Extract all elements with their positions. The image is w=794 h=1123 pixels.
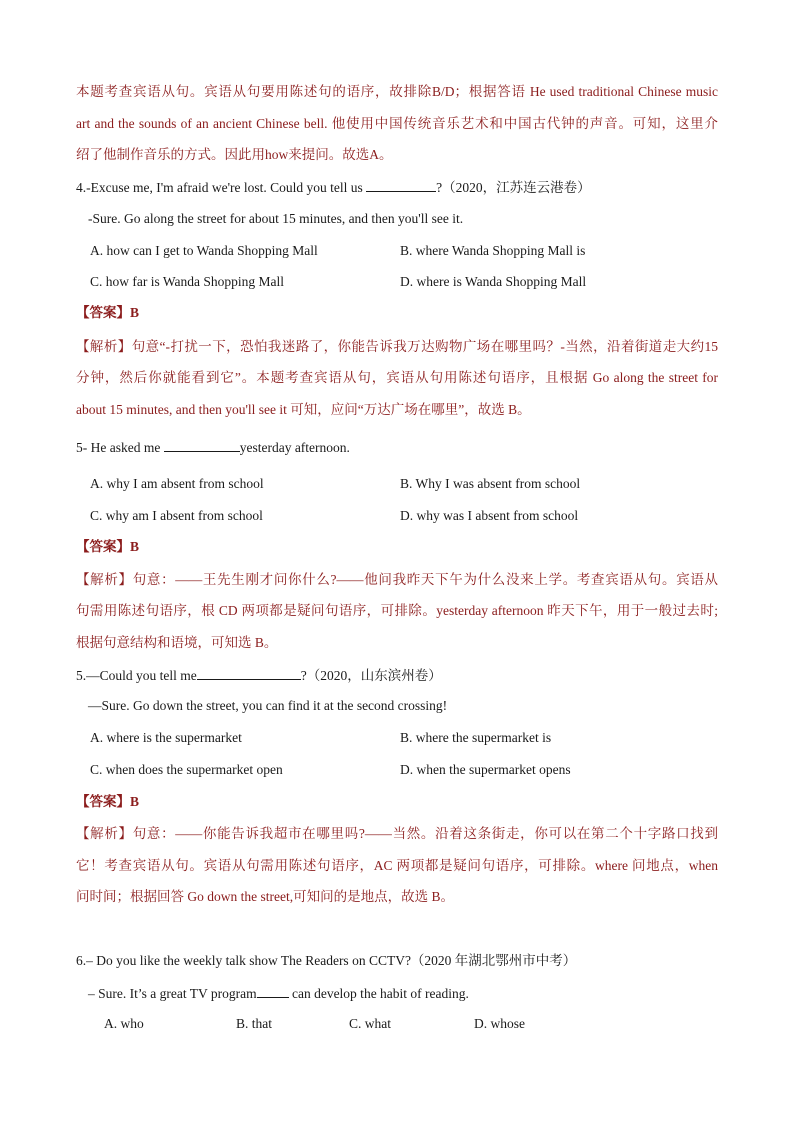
q5b-blank [197, 665, 301, 680]
q5a-option-d: D. why was I absent from school [400, 508, 579, 523]
q5b-stem-after: ?（2020，山东滨州卷） [300, 668, 442, 683]
q5a-option-a: A. why I am absent from school [90, 476, 264, 491]
q4-option-a: A. how can I get to Wanda Shopping Mall [90, 243, 318, 258]
q4-answer: 【答案】B [76, 305, 140, 320]
q6-reply-after: can develop the habit of reading. [288, 986, 469, 1001]
q5a-analysis-2: 句需用陈述句语序，根 CD 两项都是疑问句语序，可排除。yesterday afternoon 昨天下午，用于一般过去时; [76, 603, 718, 618]
q6-option-c: C. what [349, 1016, 391, 1031]
q4-option-c: C. how far is Wanda Shopping Mall [90, 274, 285, 289]
intro-line-3: 绍了他制作音乐的方式。因此用how来提问。故选A。 [76, 147, 393, 162]
q5a-stem-after: yesterday afternoon. [239, 440, 350, 455]
q4-stem-before: 4.-Excuse me, I'm afraid we're lost. Could you tell us [76, 180, 367, 195]
q6-option-a: A. who [104, 1016, 144, 1031]
q5b-analysis-3: 问时间；根据回答 Go down the street,可知问的是地点，故选 B。 [76, 889, 454, 904]
q5b-option-b: B. where the supermarket is [400, 730, 552, 745]
q5a-analysis-3: 根据句意结构和语境，可知选 B。 [76, 635, 278, 650]
q6-option-d: D. whose [474, 1016, 525, 1031]
q5b-option-a: A. where is the supermarket [90, 730, 242, 745]
q4-analysis-2: 分钟，然后你就能看到它”。本题考查宾语从句，宾语从句用陈述句语序，且根据 Go along the street for [76, 370, 718, 385]
q5a-analysis-1: 【解析】句意：——王先生刚才问你什么?——他问我昨天下午为什么没来上学。考查宾语从句。宾语从 [76, 572, 718, 587]
q5b-analysis-2: 它！考查宾语从句。宾语从句需用陈述句语序，AC 两项都是疑问句语序，可排除。where 问地点，when [76, 858, 718, 873]
intro-line-1: 本题考查宾语从句。宾语从句要用陈述句的语序，故排除B/D；根据答语 He used traditional Chinese music [76, 84, 718, 99]
q4-reply: -Sure. Go along the street for about 15 minutes, and then you'll see it. [88, 211, 464, 226]
q5b-analysis-1: 【解析】句意：——你能告诉我超市在哪里吗?——当然。沿着这条街走，你可以在第二个十字路口找到 [76, 826, 718, 841]
q4-stem [76, 177, 591, 198]
q4-stem-after: ?（2020，江苏连云港卷） [436, 180, 591, 195]
q6-blank [257, 983, 289, 998]
q6-reply [88, 983, 469, 1004]
q5b-stem-before: 5.—Could you tell me [76, 668, 197, 683]
q5a-option-b: B. Why I was absent from school [400, 476, 581, 491]
q5b-stem [76, 665, 442, 686]
q5b-reply: —Sure. Go down the street, you can find it at the second crossing! [88, 698, 448, 713]
q4-option-d: D. where is Wanda Shopping Mall [400, 274, 587, 289]
intro-line-2: art and the sounds of an ancient Chinese bell. 他使用中国传统音乐艺术和中国古代钟的声音。可知，这里介 [76, 116, 718, 131]
q4-option-b: B. where Wanda Shopping Mall is [400, 243, 586, 258]
q5a-stem-before: 5- He asked me [76, 440, 164, 455]
q6-option-b: B. that [236, 1016, 272, 1031]
q6-reply-before: – Sure. It’s a great TV program [88, 986, 257, 1001]
q4-blank [366, 177, 436, 192]
q4-analysis-1: 【解析】句意“-打扰一下，恐怕我迷路了，你能告诉我万达购物广场在哪里吗？-当然，沿着街道走大约15 [76, 339, 718, 354]
q5b-option-d: D. when the supermarket opens [400, 762, 571, 777]
q5a-blank [164, 437, 240, 452]
q4-analysis-3: about 15 minutes, and then you'll see it 可知，应问“万达广场在哪里”，故选 B。 [76, 402, 531, 417]
q5a-stem [76, 437, 350, 458]
q5b-answer: 【答案】B [76, 794, 140, 809]
q5b-option-c: C. when does the supermarket open [90, 762, 283, 777]
q5a-option-c: C. why am I absent from school [90, 508, 263, 523]
q6-stem: 6.– Do you like the weekly talk show The Readers on CCTV?（2020 年湖北鄂州市中考） [76, 953, 577, 968]
q5a-answer: 【答案】B [76, 539, 140, 554]
